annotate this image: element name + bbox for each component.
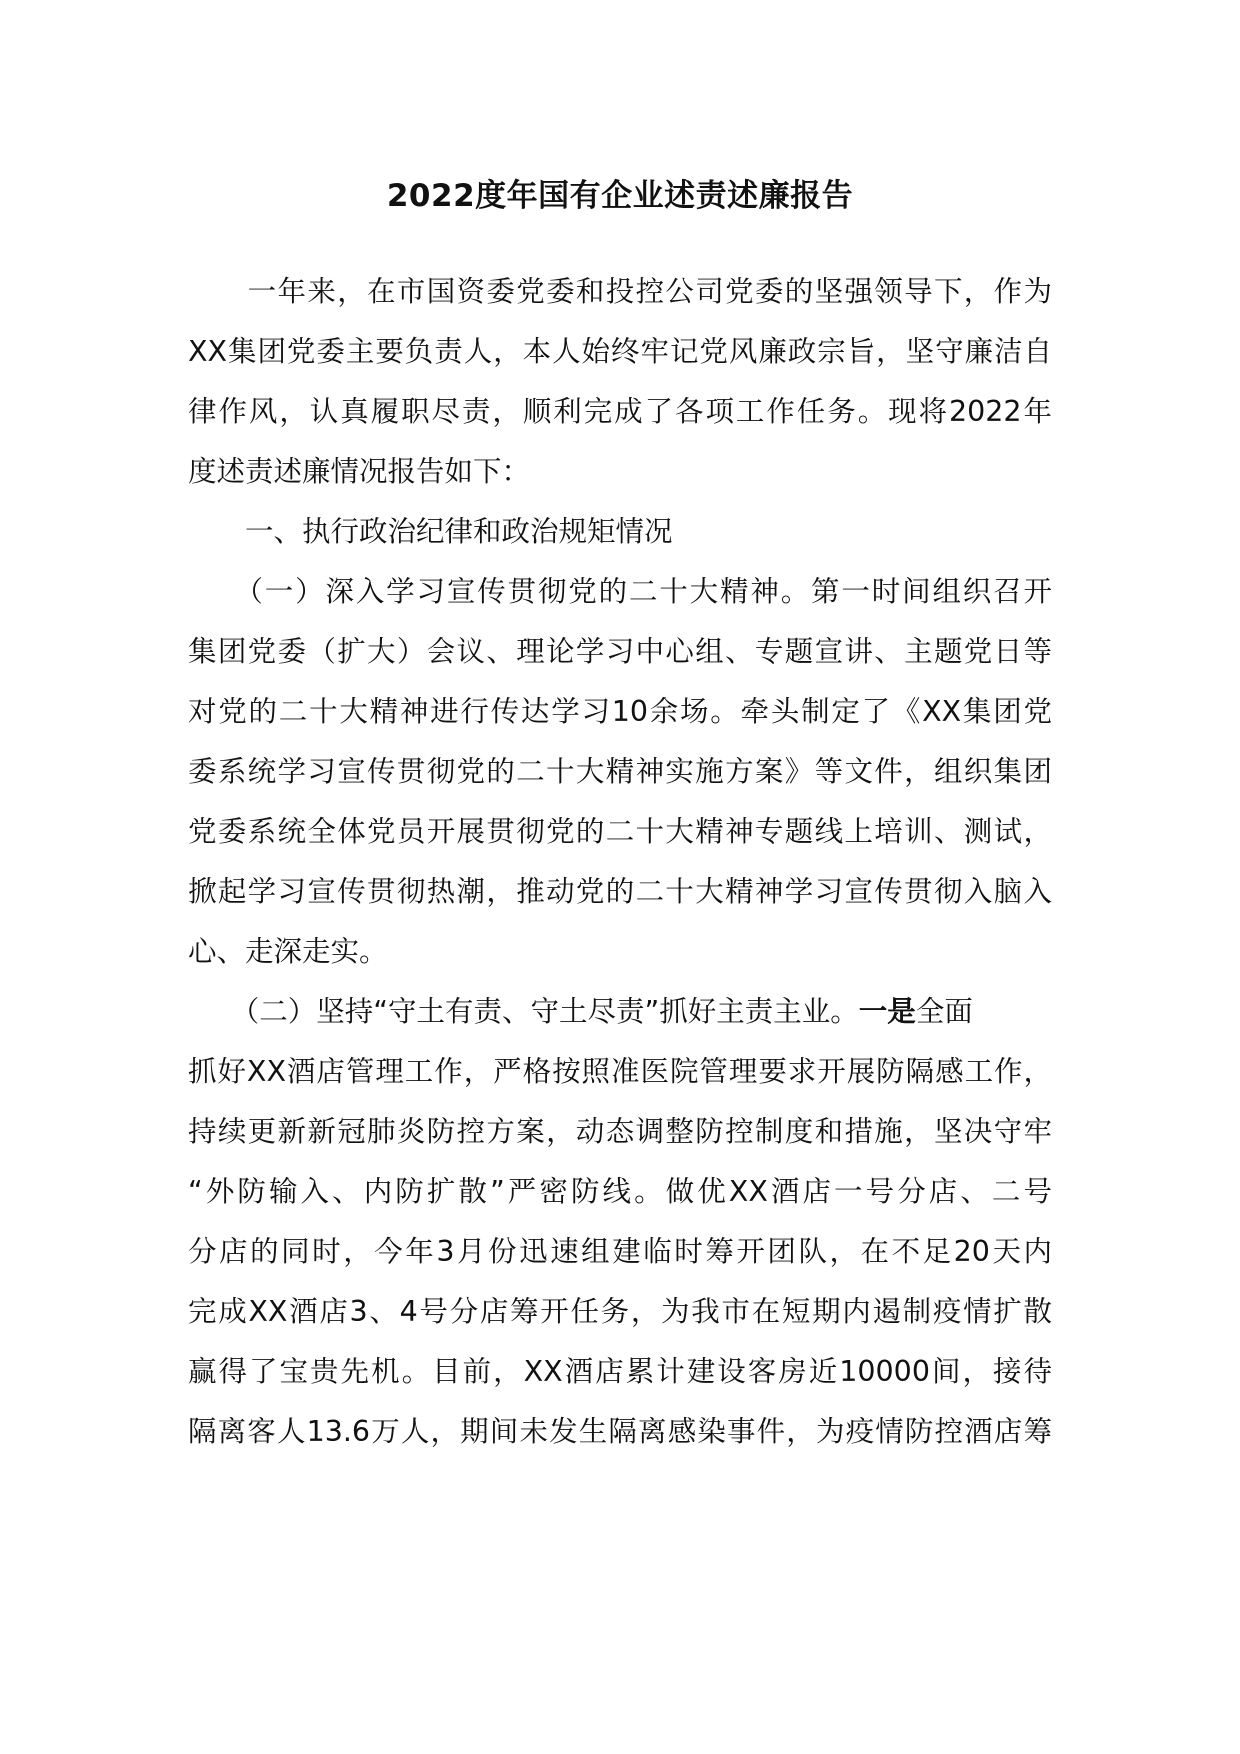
paragraph-line: 党委系统全体党员开展贯彻党的二十大精神专题线上培训、测试， [188,815,1052,848]
paragraph-line: 隔离客人13.6万人，期间未发生隔离感染事件，为疫情防控酒店筹 [188,1415,1052,1448]
paragraph-line: “外防输入、内防扩散”严密防线。做优XX酒店一号分店、二号 [188,1175,1052,1208]
paragraph-line: 抓好XX酒店管理工作，严格按照准医院管理要求开展防隔感工作， [188,1055,1052,1088]
paragraph-line: 赢得了宝贵先机。目前，XX酒店累计建设客房近10000间，接待 [188,1355,1052,1388]
paragraph-line: 完成XX酒店3、4号分店筹开任务，为我市在短期内遏制疫情扩散 [188,1295,1052,1328]
paragraph-line: 律作风，认真履职尽责，顺利完成了各项工作任务。现将2022年 [188,395,1052,428]
paragraph-line: 度述责述廉情况报告如下： [188,455,531,488]
paragraph-line: 分店的同时，今年3月份迅速组建临时筹开团队，在不足20天内 [188,1235,1052,1268]
section-heading: 一、执行政治纪律和政治规矩情况 [188,515,673,548]
paragraph-line: 持续更新新冠肺炎防控方案，动态调整防控制度和措施，坚决守牢 [188,1115,1052,1148]
paragraph-line: 集团党委（扩大）会议、理论学习中心组、专题宣讲、主题党日等 [188,635,1052,668]
paragraph-line: （一）深入学习宣传贯彻党的二十大精神。第一时间组织召开 [188,575,1052,608]
paragraph-line: 心、走深走实。 [188,935,388,968]
paragraph-line: 委系统学习宣传贯彻党的二十大精神实施方案》等文件，组织集团 [188,755,1052,788]
bold-marker: 一是 [858,995,916,1028]
paragraph-line: 掀起学习宣传贯彻热潮，推动党的二十大精神学习宣传贯彻入脑入 [188,875,1052,908]
paragraph-line: 对党的二十大精神进行传达学习10余场。牵头制定了《XX集团党 [188,695,1052,728]
paragraph-line [188,990,973,1034]
paragraph-line: XX集团党委主要负责人，本人始终牢记党风廉政宗旨，坚守廉洁自 [188,335,1052,368]
document-title: 2022度年国有企业述责述廉报告 [386,178,854,214]
paragraph-line: 一年来，在市国资委党委和投控公司党委的坚强领导下，作为 [188,275,1052,308]
subsection-continuation: 全面 [915,995,973,1028]
subsection-lead-text: （二）坚持“守土有责、守土尽责”抓好主责主业。 [188,995,859,1028]
